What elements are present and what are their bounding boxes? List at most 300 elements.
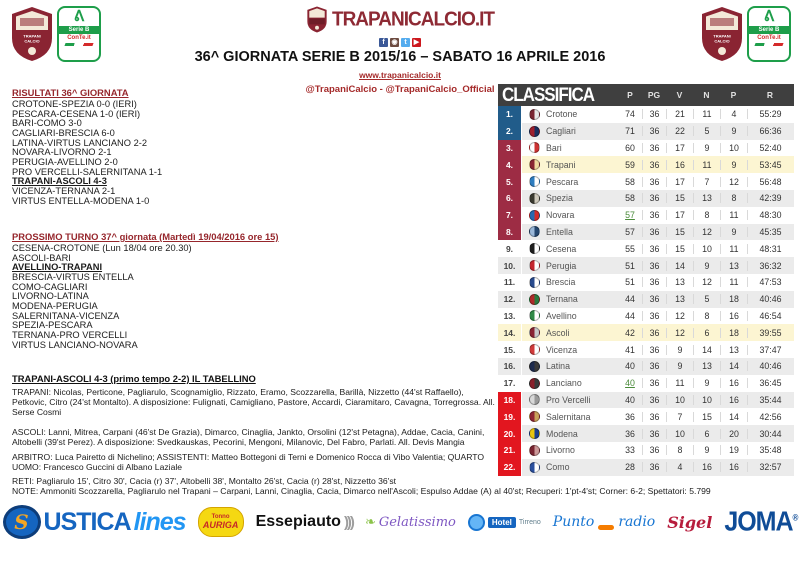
stat-pg: 36: [642, 445, 666, 455]
stat-p: 58: [625, 193, 635, 204]
position-cell: 19.: [498, 408, 522, 425]
stat-pg: 36: [642, 261, 666, 271]
stat-p: 36: [625, 411, 635, 422]
standings-body: [498, 106, 794, 476]
stat-n: 11: [693, 109, 720, 119]
team-crest-icon: [522, 445, 546, 456]
fixture-line: VIRTUS LANCIANO-NOVARA: [12, 339, 138, 350]
stat-p: [618, 210, 642, 220]
team-name: Novara: [546, 210, 575, 221]
stat-pg: 36: [642, 311, 666, 321]
position-cell: 14.: [498, 324, 522, 341]
stat-v: 16: [666, 160, 693, 170]
stat-pe: 11: [720, 277, 747, 287]
sigel-logo[interactable]: [667, 513, 712, 532]
next-round-list: [12, 244, 496, 350]
stat-r: 48:31: [747, 244, 793, 254]
column-header: N: [703, 90, 710, 100]
svg-text:CALCIO: CALCIO: [24, 38, 40, 44]
stat-pe: 9: [720, 160, 747, 170]
stat-p: 58: [625, 176, 635, 187]
serie-b-figure-icon: ᕕ: [73, 8, 85, 25]
serie-b-label: Serie B: [749, 26, 789, 34]
stat-pg: 36: [642, 277, 666, 287]
stat-v: 12: [666, 311, 693, 321]
stat-p: 51: [625, 277, 635, 288]
page-title: 36^ GIORNATA SERIE B 2015/16 – SABATO 16 APRILE 2016: [194, 49, 606, 65]
fixture-line: LIVORNO-LATINA: [12, 291, 89, 302]
stat-r: 46:54: [747, 311, 793, 321]
stat-pg: 36: [642, 244, 666, 254]
team-crest-icon: [522, 109, 546, 120]
result-line: PESCARA-CESENA 1-0 (IERI): [12, 108, 141, 119]
social-icons: [0, 38, 800, 47]
radio-wordmark: radio: [618, 514, 656, 530]
table-row: [498, 459, 794, 476]
stat-pe: 20: [720, 429, 747, 439]
punto-wordmark: Punto: [552, 514, 595, 530]
stat-p: 36: [625, 428, 635, 439]
team-name: Trapani: [546, 159, 576, 170]
next-round-section: [12, 231, 496, 350]
masthead: [0, 6, 800, 95]
stat-r: 40:46: [747, 361, 793, 371]
stat-v: 15: [666, 244, 693, 254]
stat-v: 9: [666, 361, 693, 371]
referee-line: ARBITRO: Luca Pairetto di Nichelino; ASSISTENTI: Matteo Bottegoni di Terni e Domenico Rocca di Vibo Valentia; QUARTO UOMO: Francesco Guccini di Albano Laziale: [12, 452, 485, 473]
fixture-line: COMO-CAGLIARI: [12, 281, 88, 292]
stat-pe: 16: [720, 395, 747, 405]
team-crest-icon: [522, 411, 546, 422]
team-name: Ascoli: [546, 327, 570, 338]
position-cell: 17.: [498, 375, 522, 392]
stat-pg: 36: [642, 210, 666, 220]
table-row: [498, 308, 794, 325]
position-cell: 12.: [498, 291, 522, 308]
hotel-wordmark: Hotel: [488, 517, 516, 528]
team-crest-icon: [522, 260, 546, 271]
serie-b-figure-icon: ᕕ: [763, 8, 775, 25]
column-header: V: [676, 90, 683, 100]
fixture-line: ASCOLI-BARI: [12, 252, 71, 263]
leaf-icon: ❧: [364, 514, 376, 529]
table-row: [498, 442, 794, 459]
stat-p: 51: [625, 260, 635, 271]
stat-pe: 16: [720, 462, 747, 472]
stat-r: 42:39: [747, 193, 793, 203]
table-row: [498, 156, 794, 173]
team-crest-icon: [522, 394, 546, 405]
stat-r: 45:35: [747, 227, 793, 237]
stat-pe: 11: [720, 210, 747, 220]
team-name: Perugia: [546, 260, 577, 271]
position-cell: 20.: [498, 425, 522, 442]
stat-v: 15: [666, 227, 693, 237]
conte-label: ConTe.it: [757, 35, 781, 41]
instagram-icon[interactable]: ◉: [391, 39, 398, 46]
table-row: [498, 392, 794, 409]
auriga-wordmark-2: AURIGA: [202, 520, 239, 530]
position-cell: 22.: [498, 459, 522, 476]
stat-v: 8: [666, 445, 693, 455]
standings-table: [498, 84, 794, 476]
stat-r: 48:30: [747, 210, 793, 220]
team-crest-icon: [522, 462, 546, 473]
stat-v: 7: [666, 412, 693, 422]
team-crest-icon: [522, 210, 546, 221]
stat-pe: 16: [720, 311, 747, 321]
stat-r: 39:55: [747, 328, 793, 338]
results-section: [12, 87, 496, 206]
fixture-line: CESENA-CROTONE (Lun 18/04 ore 20.30): [12, 243, 192, 253]
stat-n: 7: [693, 177, 720, 187]
stat-n: 14: [693, 345, 720, 355]
stat-n: 8: [693, 311, 720, 321]
trapani-lineup: TRAPANI: Nicolas, Perticone, Pagliarulo, Scognamiglio, Rizzato, Eramo, Scozzarella, Barillà, Nizzetto (44'st Raffaello), Petkovic, Citro (24'st Montalto). A disposizione: Fulignati, Camigliano, Pastore, Accardi, Ciaramitaro, Cavagna, Torregrossa. All. Serse Cosmi: [12, 387, 495, 418]
table-row: [498, 274, 794, 291]
team-crest-icon: [522, 344, 546, 355]
stat-pe: 18: [720, 294, 747, 304]
column-header: PG: [647, 90, 661, 100]
stat-p: [618, 378, 642, 388]
stat-v: 12: [666, 328, 693, 338]
stat-pg: 36: [642, 429, 666, 439]
table-row: [498, 207, 794, 224]
stat-v: 17: [666, 177, 693, 187]
stat-pe: 16: [720, 378, 747, 388]
ustica-wordmark: USTICA: [43, 507, 131, 536]
result-line: CAGLIARI-BRESCIA 6-0: [12, 128, 115, 139]
stat-pe: 11: [720, 244, 747, 254]
team-crest-icon: [522, 142, 546, 153]
stat-v: 4: [666, 462, 693, 472]
position-cell: 5.: [498, 173, 522, 190]
stat-pe: 13: [720, 261, 747, 271]
team-name: Pro Vercelli: [546, 394, 591, 405]
stat-n: 15: [693, 412, 720, 422]
team-crest-icon: [522, 327, 546, 338]
team-crest-icon: [522, 176, 546, 187]
site-logo: [306, 6, 494, 33]
stat-p: 55: [625, 243, 635, 254]
tonno-auriga-logo[interactable]: [198, 507, 244, 537]
svg-text:TRAPANI: TRAPANI: [713, 33, 731, 39]
fixture-line: SALERNITANA-VICENZA: [12, 310, 120, 321]
stat-v: 14: [666, 261, 693, 271]
results-heading: RISULTATI 36^ GIORNATA: [12, 87, 129, 98]
stat-pg: 36: [642, 160, 666, 170]
stat-n: 9: [693, 445, 720, 455]
team-name: Vicenza: [546, 344, 578, 355]
table-row: [498, 173, 794, 190]
stat-n: 12: [693, 227, 720, 237]
punto-radio-logo[interactable]: [553, 514, 655, 530]
serie-b-label: Serie B: [59, 26, 99, 34]
tabellino-heading: TRAPANI-ASCOLI 4-3 (primo tempo 2-2) IL TABELLINO: [12, 373, 256, 384]
table-row: [498, 123, 794, 140]
fixture-line: MODENA-PERUGIA: [12, 301, 98, 312]
stat-r: 55:29: [747, 109, 793, 119]
stat-pg: 36: [642, 462, 666, 472]
stat-p: 59: [625, 159, 635, 170]
stat-pg: 36: [642, 109, 666, 119]
result-line: PRO VERCELLI-SALERNITANA 1-1: [12, 166, 163, 177]
stat-n: 8: [693, 210, 720, 220]
stat-r: 52:40: [747, 143, 793, 153]
orange-car-icon: [598, 525, 614, 530]
hotel-tirreno-logo[interactable]: [468, 514, 541, 531]
team-name: Pescara: [546, 176, 579, 187]
team-name: Bari: [546, 142, 562, 153]
stat-pe: 13: [720, 345, 747, 355]
stat-pg: 36: [642, 361, 666, 371]
stat-n: 6: [693, 328, 720, 338]
stat-pe: 8: [720, 193, 747, 203]
stat-pg: 36: [642, 126, 666, 136]
stat-pe: 4: [720, 109, 747, 119]
website-link[interactable]: www.trapanicalcio.it: [359, 70, 441, 80]
team-name: Livorno: [546, 445, 575, 456]
stat-pe: 14: [720, 361, 747, 371]
stat-pe: 18: [720, 328, 747, 338]
stat-n: 9: [693, 143, 720, 153]
column-header: R: [766, 90, 774, 100]
table-row: [498, 291, 794, 308]
position-cell: 16.: [498, 358, 522, 375]
team-crest-icon: [522, 294, 546, 305]
stat-p: 57: [625, 226, 635, 237]
team-name: Ternana: [546, 294, 578, 305]
table-row: [498, 425, 794, 442]
team-crest-icon: [522, 378, 546, 389]
stat-r: 40:46: [747, 294, 793, 304]
stat-pg: 36: [642, 395, 666, 405]
position-cell: 7.: [498, 207, 522, 224]
position-cell: 1.: [498, 106, 522, 123]
next-round-heading: PROSSIMO TURNO 37^ giornata (Martedì 19/04/2016 ore 15): [12, 231, 279, 242]
stat-r: 35:44: [747, 395, 793, 405]
stat-v: 17: [666, 143, 693, 153]
team-name: Salernitana: [546, 411, 591, 422]
tabellino-section: [12, 373, 498, 456]
result-line: PERUGIA-AVELLINO 2-0: [12, 157, 118, 168]
result-line: LATINA-VIRTUS LANCIANO 2-2: [12, 137, 148, 148]
table-row: [498, 106, 794, 123]
table-row: [498, 224, 794, 241]
stat-n: 13: [693, 193, 720, 203]
team-name: Como: [546, 462, 570, 473]
svg-text:CALCIO: CALCIO: [714, 38, 730, 44]
position-cell: 6.: [498, 190, 522, 207]
standings-column-headers: [618, 90, 793, 100]
ustica-wordmark-2: lines: [133, 507, 186, 536]
result-line: NOVARA-LIVORNO 2-1: [12, 147, 112, 158]
stat-n: 9: [693, 261, 720, 271]
ustica-lines-logo[interactable]: [3, 505, 186, 539]
team-name: Lanciano: [546, 378, 582, 389]
youtube-icon[interactable]: ▶: [413, 39, 420, 46]
stat-r: 47:53: [747, 277, 793, 287]
fixture-line: TERNANA-PRO VERCELLI: [12, 330, 128, 341]
position-cell: 9.: [498, 240, 522, 257]
team-crest-icon: [522, 226, 546, 237]
stat-pg: 36: [642, 378, 666, 388]
position-cell: 4.: [498, 156, 522, 173]
position-cell: 3.: [498, 140, 522, 157]
stat-pg: 36: [642, 294, 666, 304]
table-row: [498, 140, 794, 157]
stat-p: 74: [625, 109, 635, 120]
stat-n: 9: [693, 378, 720, 388]
stat-p: 60: [625, 142, 635, 153]
column-header: P: [730, 90, 737, 100]
stat-v: 10: [666, 429, 693, 439]
goals-line: RETI: Pagliarulo 15', Citro 30', Cacia (r) 37', Altobelli 38', Montalto 26'st, Cacia (r) 28'st, Nizzetto 36'st: [12, 476, 397, 487]
stat-pg: 36: [642, 345, 666, 355]
stat-p: 41: [625, 344, 635, 355]
stat-pe: 9: [720, 227, 747, 237]
penalized-points: 57: [625, 210, 635, 221]
seahorse-icon: S: [3, 505, 41, 539]
stat-p: 71: [625, 126, 635, 137]
stat-r: 56:48: [747, 177, 793, 187]
stat-n: 10: [693, 244, 720, 254]
stat-r: 53:45: [747, 160, 793, 170]
team-name: Cesena: [546, 243, 577, 254]
team-name: Avellino: [546, 310, 577, 321]
fixture-line: AVELLINO-TRAPANI: [12, 262, 103, 273]
penalized-points: 40: [625, 378, 635, 389]
team-crest-icon: [522, 361, 546, 372]
sponsor-footer: [0, 497, 800, 547]
stat-pg: 36: [642, 227, 666, 237]
table-row: [498, 341, 794, 358]
stat-r: 32:57: [747, 462, 793, 472]
svg-text:TRAPANI: TRAPANI: [23, 33, 41, 39]
team-crest-icon: [522, 159, 546, 170]
result-line: CROTONE-SPEZIA 0-0 (IERI): [12, 99, 137, 109]
team-name: Spezia: [546, 193, 573, 204]
stat-pe: 12: [720, 177, 747, 187]
hotel-globe-icon: [468, 514, 485, 531]
stat-p: 40: [625, 361, 635, 372]
table-row: [498, 190, 794, 207]
stat-r: 36:45: [747, 378, 793, 388]
stat-pe: 9: [720, 126, 747, 136]
stat-v: 11: [666, 378, 693, 388]
team-crest-icon: [522, 193, 546, 204]
result-line: BARI-COMO 3-0: [12, 118, 82, 129]
team-name: Entella: [546, 226, 573, 237]
position-cell: 8.: [498, 224, 522, 241]
stat-n: 11: [693, 160, 720, 170]
facebook-icon[interactable]: f: [379, 38, 388, 47]
stat-v: 9: [666, 345, 693, 355]
stat-n: 5: [693, 126, 720, 136]
team-crest-icon: [522, 310, 546, 321]
stat-pg: 36: [642, 328, 666, 338]
standings-header: [498, 84, 794, 106]
stat-v: 22: [666, 126, 693, 136]
joma-wordmark: JOMA®: [724, 506, 798, 537]
team-crest-icon: [522, 428, 546, 439]
position-cell: 13.: [498, 308, 522, 325]
team-name: Latina: [546, 361, 570, 372]
stat-p: 40: [625, 394, 635, 405]
position-cell: 15.: [498, 341, 522, 358]
stat-p: 33: [625, 445, 635, 456]
gelatissimo-wordmark: Gelatissimo: [378, 514, 456, 530]
stat-v: 15: [666, 193, 693, 203]
gelatissimo-logo[interactable]: [365, 514, 456, 530]
result-line: TRAPANI-ASCOLI 4-3: [12, 176, 107, 187]
stat-pg: 36: [642, 143, 666, 153]
stat-n: 5: [693, 294, 720, 304]
table-row: [498, 375, 794, 392]
position-cell: 11.: [498, 274, 522, 291]
swirl-icon: ))): [343, 513, 353, 531]
team-name: Brescia: [546, 277, 576, 288]
result-line: VIRTUS ENTELLA-MODENA 1-0: [12, 195, 150, 206]
stat-pe: 19: [720, 445, 747, 455]
trapani-mini-crest-icon: [306, 6, 328, 33]
table-row: [498, 257, 794, 274]
stat-v: 17: [666, 210, 693, 220]
position-cell: 18.: [498, 392, 522, 409]
stat-pg: 36: [642, 412, 666, 422]
notes-line: NOTE: Ammoniti Scozzarella, Pagliarulo nel Trapani – Carpani, Lanni, Cinaglia, Cacia, Dimarco nell'Ascoli; Espulso Addae (A) al 40'st; Recuperi: 1'pt-4'st; Corner: 6-2; Spettatori: 5.799: [12, 486, 711, 497]
stat-r: 30:44: [747, 429, 793, 439]
stat-pg: 36: [642, 193, 666, 203]
stat-r: 35:48: [747, 445, 793, 455]
fixture-line: BRESCIA-VIRTUS ENTELLA: [12, 272, 134, 283]
registered-mark: ®: [792, 512, 798, 523]
result-line: VICENZA-TERNANA 2-1: [12, 186, 116, 197]
table-row: [498, 358, 794, 375]
team-name: Crotone: [546, 109, 578, 120]
stat-p: 44: [625, 294, 635, 305]
auriga-wordmark: Tonno: [211, 514, 230, 520]
stat-n: 16: [693, 462, 720, 472]
essepiauto-wordmark: Essepiauto: [255, 513, 341, 530]
stat-r: 42:56: [747, 412, 793, 422]
stat-p: 28: [625, 462, 635, 473]
conte-label: ConTe.it: [67, 35, 91, 41]
stat-n: 13: [693, 361, 720, 371]
stat-n: 10: [693, 395, 720, 405]
results-list: [12, 100, 496, 206]
joma-logo[interactable]: [724, 508, 797, 537]
team-crest-icon: [522, 126, 546, 137]
team-name: Modena: [546, 428, 578, 439]
table-row: [498, 408, 794, 425]
standings-title: CLASSIFICA: [502, 83, 594, 106]
twitter-icon[interactable]: t: [401, 38, 410, 47]
essepiauto-logo[interactable]: [256, 513, 353, 531]
social-handles: @TrapaniCalcio - @TrapaniCalcio_Official: [305, 84, 495, 95]
stat-n: 12: [693, 277, 720, 287]
team-name: Cagliari: [546, 126, 576, 137]
position-cell: 2.: [498, 123, 522, 140]
column-header: P: [627, 90, 633, 100]
stat-r: 66:36: [747, 126, 793, 136]
tirreno-wordmark: Tirreno: [518, 518, 541, 526]
stat-r: 36:32: [747, 261, 793, 271]
stat-v: 13: [666, 294, 693, 304]
position-cell: 10.: [498, 257, 522, 274]
stat-pe: 14: [720, 412, 747, 422]
stat-pe: 10: [720, 143, 747, 153]
